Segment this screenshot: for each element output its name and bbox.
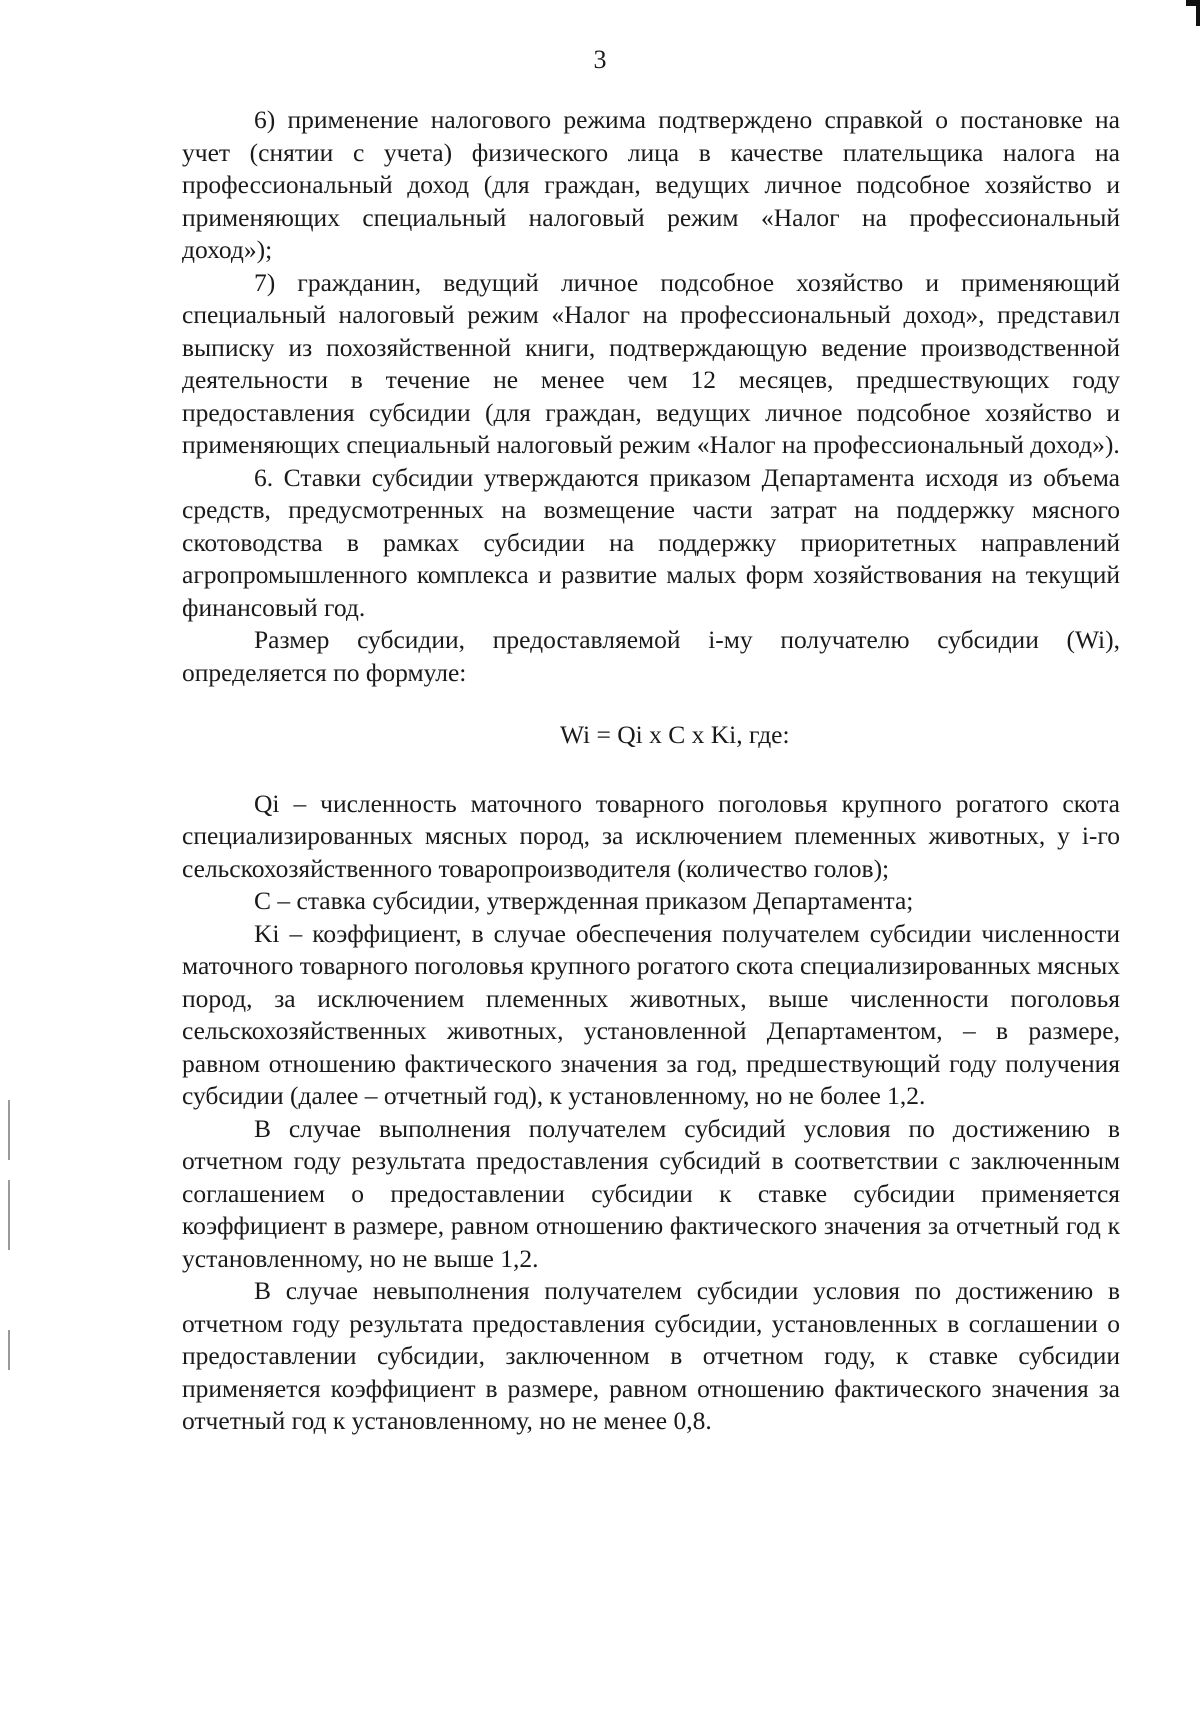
definition-qi: Qi – численность маточного товарного поголовья крупного рогатого скота специализированных мясных пород, за исключением племенных животных, у i-го сельскохозяйственного товаропроизводителя (количество голов); [182,788,1120,883]
paragraph-formula-intro: Размер субсидии, предоставляемой i-му получателю субсидии (Wi), определяется по формуле: [182,625,1120,687]
paragraph-coefficient-unfulfilled: В случае невыполнения получателем субсидии условия по достижению в отчетном году результата предоставления субсидии, установленных в соглашении о предоставлении субсидии, заключенном в отчетном году, к ставке субсидии применяется коэффициент в размере, равном отношению фактического значения за отчетный год к установленному, но не менее 0,8. [182,1276,1120,1435]
subsidy-formula: Wi = Qi x C x Ki, где: [560,720,790,749]
definition-ki: Ki – коэффициент, в случае обеспечения получателем субсидии численности маточного товарного поголовья крупного рогатого скота специализированных мясных пород, за исключением племенных животных, выше численности поголовья сельскохозяйственных животных, установленной Департаментом, – в размере, равном отношению фактического значения за год, предшествующий году получения субсидии (далее – отчетный год), к установленному, но не более 1,2. [182,918,1120,1110]
page-number: 3 [593,45,607,74]
document-body [182,104,1120,1438]
scan-artifact-line [8,1330,10,1370]
scan-artifact-line [8,1180,10,1250]
paragraph-section-6: 6. Ставки субсидии утверждаются приказом Департамента исходя из объема средств, предусмотренных на возмещение части затрат на поддержку мясного скотоводства в рамках субсидии на поддержку приоритетных направлений агропромышленного комплекса и развитие малых форм хозяйствования на текущий финансовый год. [182,462,1120,622]
paragraph-coefficient-fulfilled: В случае выполнения получателем субсидий условия по достижению в отчетном году результата предоставления субсидий в соответствии с заключенным соглашением о предоставлении субсидии к ставке субсидии применяется коэффициент в размере, равном отношению фактического значения за отчетный год к установленному, но не выше 1,2. [182,1113,1120,1273]
definition-c: C – ставка субсидии, утвержденная приказом Департамента; [254,886,914,915]
paragraph-item-6: 6) применение налогового режима подтверждено справкой о постановке на учет (снятии с учета) физического лица в качестве плательщика налога на профессиональный доход (для граждан, ведущих личное подсобное хозяйство и применяющих специальный налоговый режим «Налог на профессиональный доход»); [182,105,1120,264]
scan-corner-mark-vertical [1196,0,1200,26]
scan-artifact-line [8,1100,10,1160]
paragraph-item-7: 7) гражданин, ведущий личное подсобное хозяйство и применяющий специальный налоговый режим «Налог на профессиональный доход», представил выписку из похозяйственной книги, подтверждающую ведение производственной деятельности в течение не менее чем 12 месяцев, предшествующих году предоставления субсидии (для граждан, ведущих личное подсобное хозяйство и применяющих специальный налоговый режим «Налог на профессиональный доход»). [182,267,1120,459]
